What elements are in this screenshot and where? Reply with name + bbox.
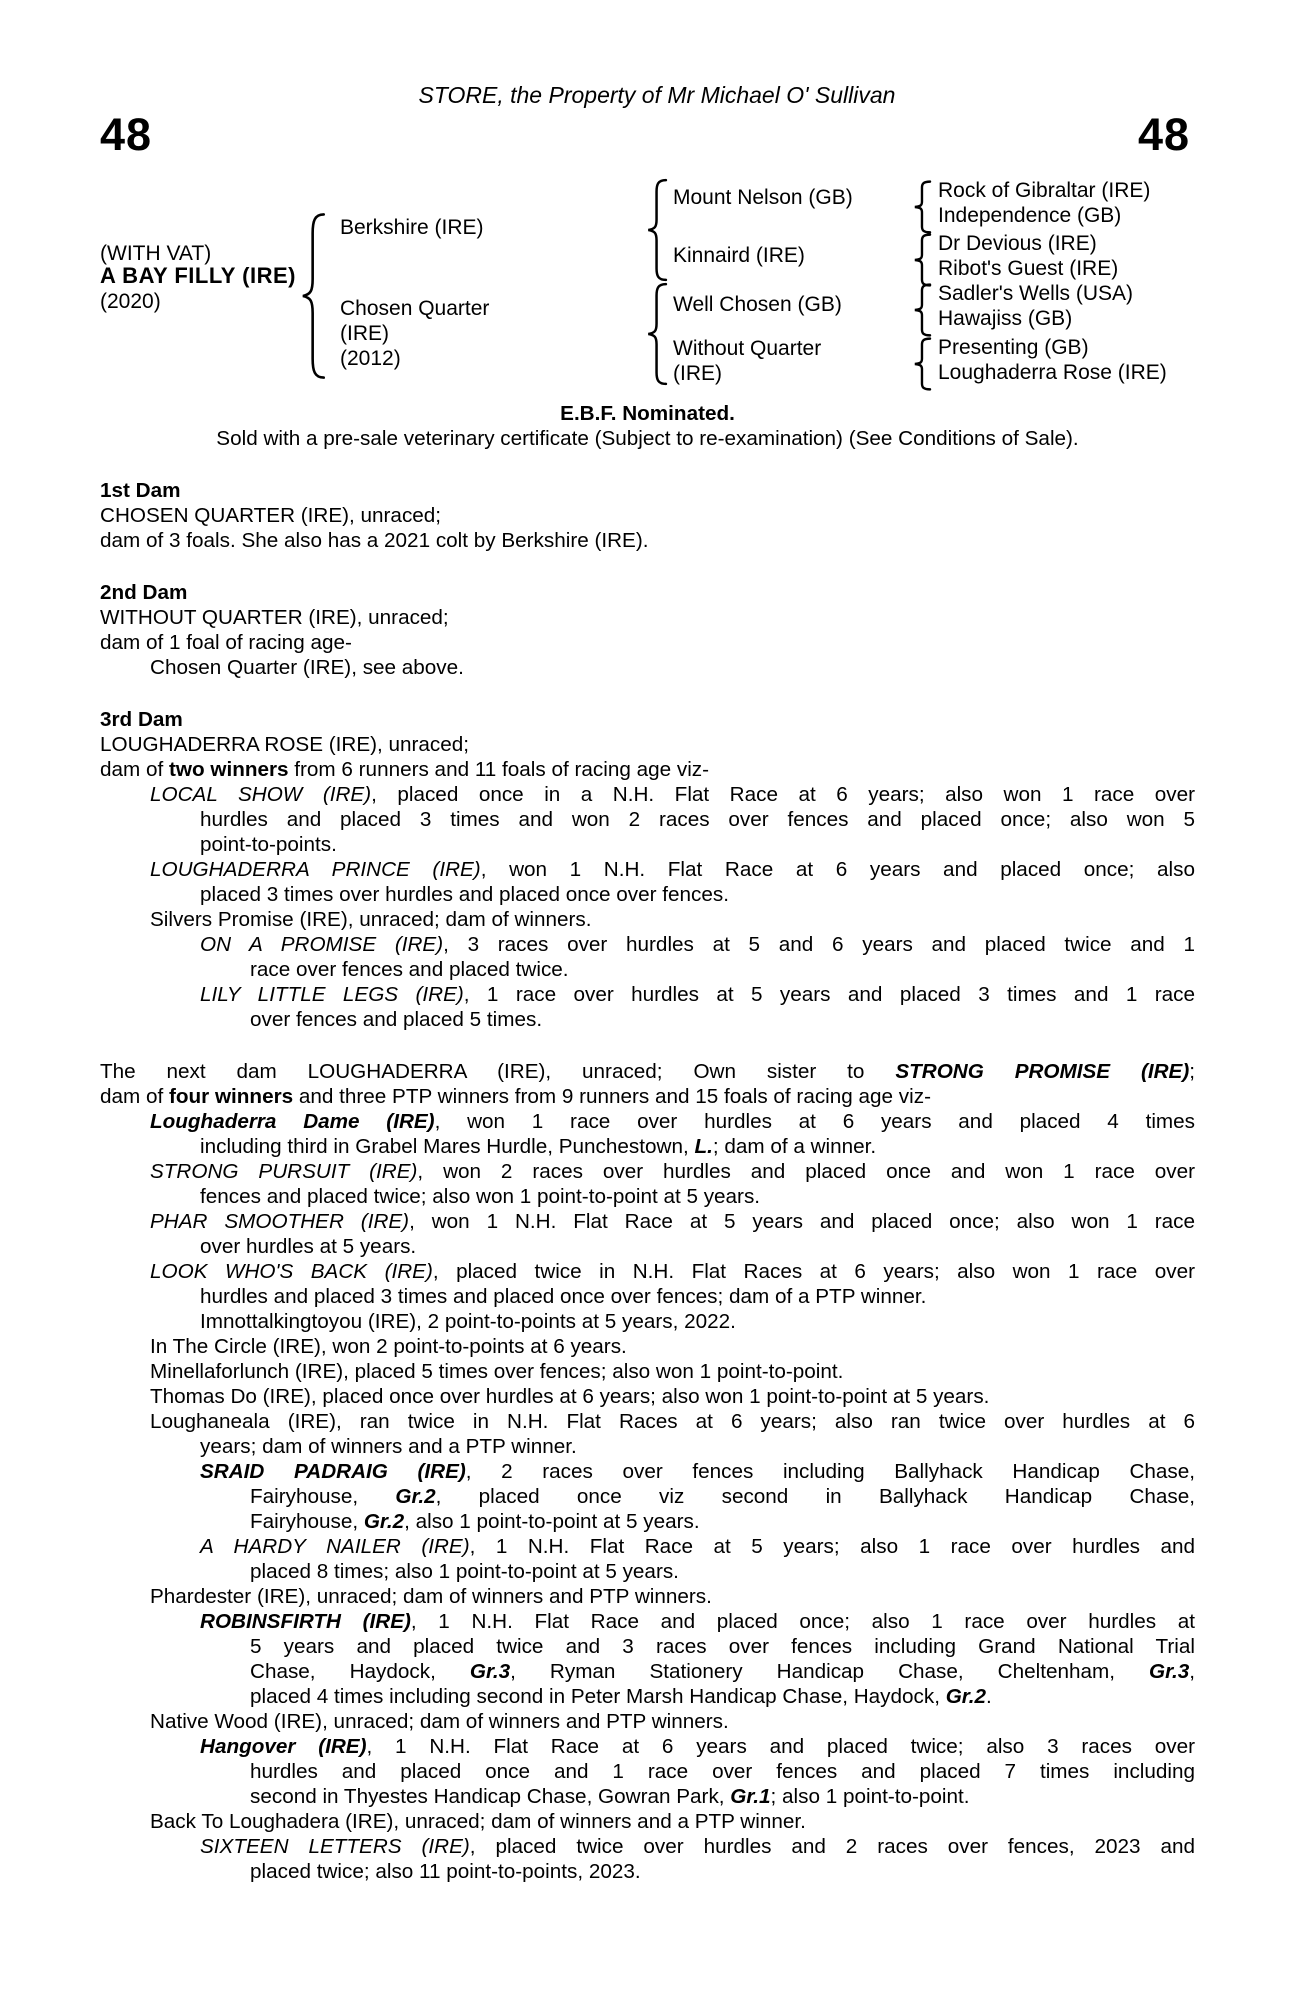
text-run: Gr.2 [395, 1485, 436, 1508]
text-line [100, 1384, 1195, 1409]
text-line [100, 1334, 1195, 1359]
text-run: E.B.F. Nominated. [560, 402, 735, 425]
text-line [100, 957, 1195, 982]
text-run: ; [1189, 1060, 1195, 1083]
text-run: four winners [169, 1085, 294, 1108]
text-line [100, 1309, 1195, 1334]
body-text [100, 401, 1195, 1884]
pedigree-brace-gp1 [912, 180, 931, 234]
lot-year: (2020) [100, 290, 161, 313]
text-run: In The Circle (IRE), won 2 point-to-points at 6 years. [150, 1335, 627, 1358]
text-line [100, 605, 1195, 630]
great-grandparent-7: Presenting (GB) [938, 336, 1089, 359]
text-run: fences and placed twice; also won 1 point-to-point at 5 years. [200, 1185, 761, 1208]
great-grandparent-4: Ribot's Guest (IRE) [938, 257, 1119, 280]
text-run: second in Thyestes Handicap Chase, Gowran Park, [250, 1785, 731, 1808]
text-run: , 1 N.H. Flat Race and placed once; also 1 race over hurdles at [410, 1610, 1195, 1633]
text-line [100, 1134, 1195, 1159]
text-line [100, 1359, 1195, 1384]
text-line [100, 707, 1195, 732]
pedigree-brace-dam [645, 282, 667, 386]
text-line [100, 655, 1195, 680]
text-run: , 3 races over hurdles at 5 and 6 years and placed twice and 1 [443, 933, 1195, 956]
text-run: including third in Grabel Mares Hurdle, Punchestown, [200, 1135, 695, 1158]
text-line [100, 1459, 1195, 1484]
text-line [100, 1109, 1195, 1134]
text-line [100, 1684, 1195, 1709]
dam-name-line1: Chosen Quarter [340, 297, 490, 320]
text-line [100, 1584, 1195, 1609]
text-run: , [1189, 1660, 1195, 1683]
text-run: PHAR SMOOTHER (IRE) [150, 1210, 410, 1233]
text-run: ROBINSFIRTH (IRE) [200, 1610, 411, 1633]
text-run: dam of 3 foals. She also has a 2021 colt by Berkshire (IRE). [100, 529, 649, 552]
text-run: . [985, 1685, 992, 1708]
text-run: , 2 races over fences including Ballyhack Handicap Chase, [465, 1460, 1195, 1483]
text-run: from 6 runners and 11 foals of racing age viz- [288, 758, 710, 781]
text-run: 1st Dam [100, 479, 181, 502]
great-grandparent-3: Dr Devious (IRE) [938, 232, 1097, 255]
text-run: 2nd Dam [100, 581, 188, 604]
text-run: , placed once viz second in Ballyhack Handicap Chase, [435, 1485, 1195, 1508]
text-run: Gr.2 [363, 1510, 405, 1533]
text-run: 3rd Dam [100, 708, 183, 731]
text-line [100, 1834, 1195, 1859]
text-run: Fairyhouse, [250, 1510, 364, 1533]
text-run: and three PTP winners from 9 runners and 15 foals of racing age viz- [293, 1085, 931, 1108]
text-line [100, 1259, 1195, 1284]
text-run: Chosen Quarter (IRE), see above. [150, 656, 464, 679]
text-line [100, 580, 1195, 605]
sire-name: Berkshire (IRE) [340, 216, 484, 239]
text-line [100, 1159, 1195, 1184]
granddam-maternal-line1: Without Quarter [673, 337, 822, 360]
text-line [100, 857, 1195, 882]
text-line [100, 1859, 1195, 1884]
text-line [100, 832, 1195, 857]
text-line [100, 932, 1195, 957]
granddam-paternal: Kinnaird (IRE) [673, 244, 805, 267]
text-run: LOCAL SHOW (IRE) [150, 783, 372, 806]
lot-number-left: 48 [100, 109, 153, 160]
text-line [100, 1559, 1195, 1584]
text-line [100, 1659, 1195, 1684]
text-run: The next dam LOUGHADERRA (IRE), unraced; Own sister to [100, 1060, 896, 1083]
text-line [100, 1434, 1195, 1459]
text-line [100, 426, 1195, 451]
text-line [100, 1084, 1195, 1109]
text-run: placed twice; also 11 point-to-points, 2023. [250, 1860, 641, 1883]
dam-name-line2: (IRE) [340, 322, 389, 345]
text-run: hurdles and placed 3 times and placed once over fences; dam of a PTP winner. [200, 1285, 927, 1308]
text-line [100, 1234, 1195, 1259]
text-line [100, 1184, 1195, 1209]
text-run: SIXTEEN LETTERS (IRE) [200, 1835, 470, 1858]
text-run: , also 1 point-to-point at 5 years. [404, 1510, 700, 1533]
text-line [100, 1534, 1195, 1559]
text-run: STRONG PROMISE (IRE) [895, 1060, 1190, 1083]
text-line [100, 882, 1195, 907]
dam-name-line3: (2012) [340, 347, 401, 370]
text-run: CHOSEN QUARTER (IRE), unraced; [100, 504, 442, 527]
text-run: Hangover (IRE) [200, 1735, 367, 1758]
pedigree-brace-gp4 [912, 337, 931, 391]
text-line [100, 503, 1195, 528]
text-line [100, 807, 1195, 832]
text-line [100, 1759, 1195, 1784]
text-run: , placed twice in N.H. Flat Races at 6 years; also won 1 race over [432, 1260, 1195, 1283]
granddam-maternal [673, 336, 821, 386]
text-run: Gr.1 [730, 1785, 771, 1808]
text-line [100, 982, 1195, 1007]
text-run: Fairyhouse, [250, 1485, 396, 1508]
text-run: , won 1 N.H. Flat Race at 6 years and placed once; also [480, 858, 1195, 881]
text-line [100, 1634, 1195, 1659]
text-run: , placed twice over hurdles and 2 races over fences, 2023 and [469, 1835, 1195, 1858]
text-run: Imnottalkingtoyou (IRE), 2 point-to-points at 5 years, 2022. [200, 1310, 736, 1333]
text-run: , 1 N.H. Flat Race at 6 years and placed twice; also 3 races over [366, 1735, 1195, 1758]
text-line [100, 1784, 1195, 1809]
text-line [100, 1509, 1195, 1534]
text-run: , won 1 race over hurdles at 6 years and placed 4 times [434, 1110, 1195, 1133]
text-line [100, 732, 1195, 757]
text-run: placed 3 times over hurdles and placed once over fences. [200, 883, 729, 906]
text-run: placed 8 times; also 1 point-to-point at 5 years. [250, 1560, 679, 1583]
great-grandparent-8: Loughaderra Rose (IRE) [938, 361, 1167, 384]
text-run: LOUGHADERRA ROSE (IRE), unraced; [100, 733, 470, 756]
text-line [100, 1007, 1195, 1032]
text-line [100, 401, 1195, 426]
text-run: Native Wood (IRE), unraced; dam of winners and PTP winners. [150, 1710, 729, 1733]
lot-number-right: 48 [1137, 109, 1190, 160]
text-line [100, 907, 1195, 932]
text-line [100, 1059, 1195, 1084]
text-run: dam of 1 foal of racing age- [100, 631, 352, 654]
text-run: ON A PROMISE (IRE) [200, 933, 444, 956]
text-run: WITHOUT QUARTER (IRE), unraced; [100, 606, 449, 629]
grandsire-maternal: Well Chosen (GB) [673, 293, 842, 316]
text-line [100, 1609, 1195, 1634]
text-line [100, 630, 1195, 655]
great-grandparent-6: Hawajiss (GB) [938, 307, 1073, 330]
pedigree-brace-gp2 [912, 233, 931, 287]
text-run: STRONG PURSUIT (IRE) [150, 1160, 418, 1183]
text-line [100, 478, 1195, 503]
text-run: Gr.2 [945, 1685, 986, 1708]
text-run: over fences and placed 5 times. [250, 1008, 543, 1031]
text-run: , Ryman Stationery Handicap Chase, Cheltenham, [510, 1660, 1149, 1683]
text-run: Back To Loughadera (IRE), unraced; dam of winners and a PTP winner. [150, 1810, 806, 1833]
text-run: ; dam of a winner. [712, 1135, 877, 1158]
text-run: Gr.3 [469, 1660, 511, 1683]
text-run: , placed once in a N.H. Flat Race at 6 years; also won 1 race over [371, 783, 1195, 806]
text-line [100, 1709, 1195, 1734]
text-run: , 1 N.H. Flat Race at 5 years; also 1 race over hurdles and [469, 1535, 1195, 1558]
lot-name: A BAY FILLY (IRE) [100, 263, 296, 288]
text-run: LOUGHADERRA PRINCE (IRE) [150, 858, 481, 881]
text-run: over hurdles at 5 years. [200, 1235, 417, 1258]
great-grandparent-5: Sadler's Wells (USA) [938, 282, 1133, 305]
text-run: Loughaderra Dame (IRE) [150, 1110, 435, 1133]
text-run: Silvers Promise (IRE), unraced; dam of winners. [150, 908, 592, 931]
pedigree-brace-main [299, 211, 325, 381]
text-run: , won 1 N.H. Flat Race at 5 years and placed once; also won 1 race [409, 1210, 1195, 1233]
text-run: Thomas Do (IRE), placed once over hurdles at 6 years; also won 1 point-to-point at 5 years. [150, 1385, 990, 1408]
text-line [100, 1484, 1195, 1509]
text-run: Phardester (IRE), unraced; dam of winners and PTP winners. [150, 1585, 712, 1608]
pedigree-brace-sire [645, 178, 667, 282]
text-run: Gr.3 [1149, 1660, 1190, 1683]
text-run: Chase, Haydock, [250, 1660, 470, 1683]
text-run: SRAID PADRAIG (IRE) [200, 1460, 466, 1483]
pedigree-brace-gp3 [912, 283, 931, 337]
text-run: dam of [100, 758, 169, 781]
text-run: LILY LITTLE LEGS (IRE) [200, 983, 464, 1006]
text-run: race over fences and placed twice. [250, 958, 569, 981]
granddam-maternal-line2: (IRE) [673, 362, 722, 385]
text-line [100, 528, 1195, 553]
vat-note: (WITH VAT) [100, 242, 212, 265]
text-line [100, 1809, 1195, 1834]
text-run: LOOK WHO'S BACK (IRE) [150, 1260, 433, 1283]
text-line [100, 1734, 1195, 1759]
great-grandparent-2: Independence (GB) [938, 204, 1122, 227]
text-line [100, 1409, 1195, 1434]
text-run: A HARDY NAILER (IRE) [200, 1535, 470, 1558]
page-title: STORE, the Property of Mr Michael O' Sullivan [418, 82, 896, 108]
text-run: hurdles and placed once and 1 race over fences and placed 7 times including [250, 1760, 1195, 1783]
text-line [100, 1284, 1195, 1309]
text-run: Sold with a pre-sale veterinary certificate (Subject to re-examination) (See Conditions of Sale). [216, 427, 1079, 450]
grandsire-paternal: Mount Nelson (GB) [673, 186, 853, 209]
text-run: dam of [100, 1085, 169, 1108]
text-run: Loughaneala (IRE), ran twice in N.H. Flat Races at 6 years; also ran twice over hurdles at 6 [150, 1410, 1195, 1433]
great-grandparent-1: Rock of Gibraltar (IRE) [938, 179, 1151, 202]
text-line [100, 782, 1195, 807]
text-run: ; also 1 point-to-point. [770, 1785, 970, 1808]
text-run: hurdles and placed 3 times and won 2 races over fences and placed once; also won 5 [200, 808, 1195, 831]
text-run: , won 2 races over hurdles and placed once and won 1 race over [417, 1160, 1195, 1183]
text-line [100, 1209, 1195, 1234]
text-run: placed 4 times including second in Peter Marsh Handicap Chase, Haydock, [250, 1685, 946, 1708]
text-run: point-to-points. [200, 833, 337, 856]
text-line [100, 757, 1195, 782]
text-run: L. [694, 1135, 713, 1158]
text-run: Minellaforlunch (IRE), placed 5 times over fences; also won 1 point-to-point. [150, 1360, 844, 1383]
text-run: years; dam of winners and a PTP winner. [200, 1435, 577, 1458]
text-run: , 1 race over hurdles at 5 years and placed 3 times and 1 race [463, 983, 1195, 1006]
dam-name [340, 296, 489, 371]
text-run: 5 years and placed twice and 3 races over fences including Grand National Trial [250, 1635, 1195, 1658]
text-run: two winners [169, 758, 289, 781]
